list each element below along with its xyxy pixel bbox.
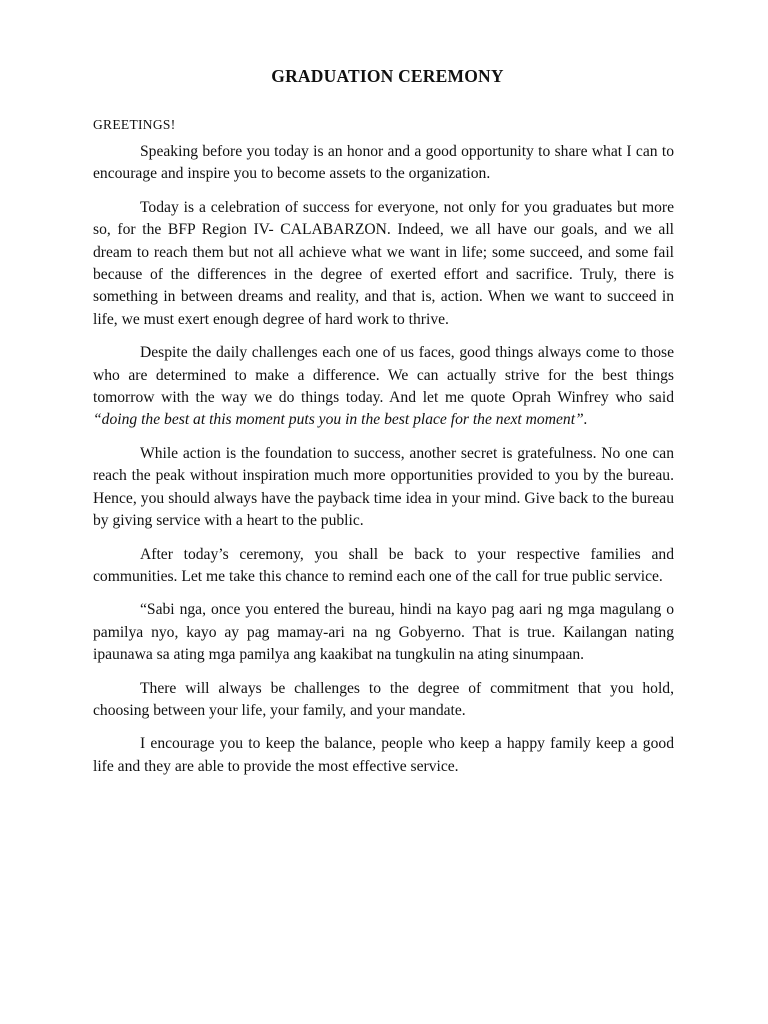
paragraph-text: Despite the daily challenges each one of us faces, good things always come to those who are determined to make a difference. We can actually strive for the best things tomorrow with the way we do things today. And let me quote Oprah Winfrey who said <box>93 344 674 407</box>
paragraph-4 <box>93 443 674 533</box>
paragraph-2 <box>93 197 674 331</box>
paragraph-7 <box>93 678 674 723</box>
paragraph-6 <box>93 599 674 666</box>
document-title: GRADUATION CEREMONY <box>271 66 504 86</box>
oprah-quote: “doing the best at this moment puts you in the best place for the next moment”. <box>93 411 588 429</box>
paragraph-text: Today is a celebration of success for everyone, not only for you graduates but more so, for the BFP Region IV- CALABARZON. Indeed, we all have our goals, and we all dream to reach them but not all achieve what we want in life; some succeed, and some fail because of the differences in the degree of exerted effort and sacrifice. Truly, there is something in between dreams and reality, and that is, action. When we want to succeed in life, we must exert enough degree of hard work to thrive. <box>93 198 674 328</box>
paragraph-text: I encourage you to keep the balance, people who keep a happy family keep a good life and they are able to provide the most effective service. <box>93 735 674 775</box>
paragraph-8 <box>93 733 674 778</box>
greeting-line: GREETINGS! <box>93 117 176 132</box>
paragraph-3 <box>93 342 674 432</box>
paragraph-text: Speaking before you today is an honor and a good opportunity to share what I can to encourage and inspire you to become assets to the organization. <box>93 143 674 183</box>
paragraph-text: There will always be challenges to the degree of commitment that you hold, choosing between your life, your family, and your mandate. <box>93 679 674 719</box>
paragraph-text: While action is the foundation to success, another secret is gratefulness. No one can reach the peak without inspiration much more opportunities provided to you by the bureau. Hence, you should always have the payback time idea in your mind. Give back to the bureau by giving service with a heart to the public. <box>93 444 674 530</box>
paragraph-1 <box>93 141 674 186</box>
paragraph-text: “Sabi nga, once you entered the bureau, hindi na kayo pag aari ng mga magulang o pamilya nyo, kayo ay pag mamay-ari na ng Gobyerno. That is true. Kailangan nating ipaunawa sa ating mga pamilya ang kaakibat na tungkulin na ating sinumpaan. <box>93 601 674 664</box>
paragraph-5 <box>93 544 674 589</box>
document-page <box>93 66 674 789</box>
paragraph-text: After today’s ceremony, you shall be back to your respective families and communities. Let me take this chance to remind each one of the call for true public service. <box>93 545 674 585</box>
